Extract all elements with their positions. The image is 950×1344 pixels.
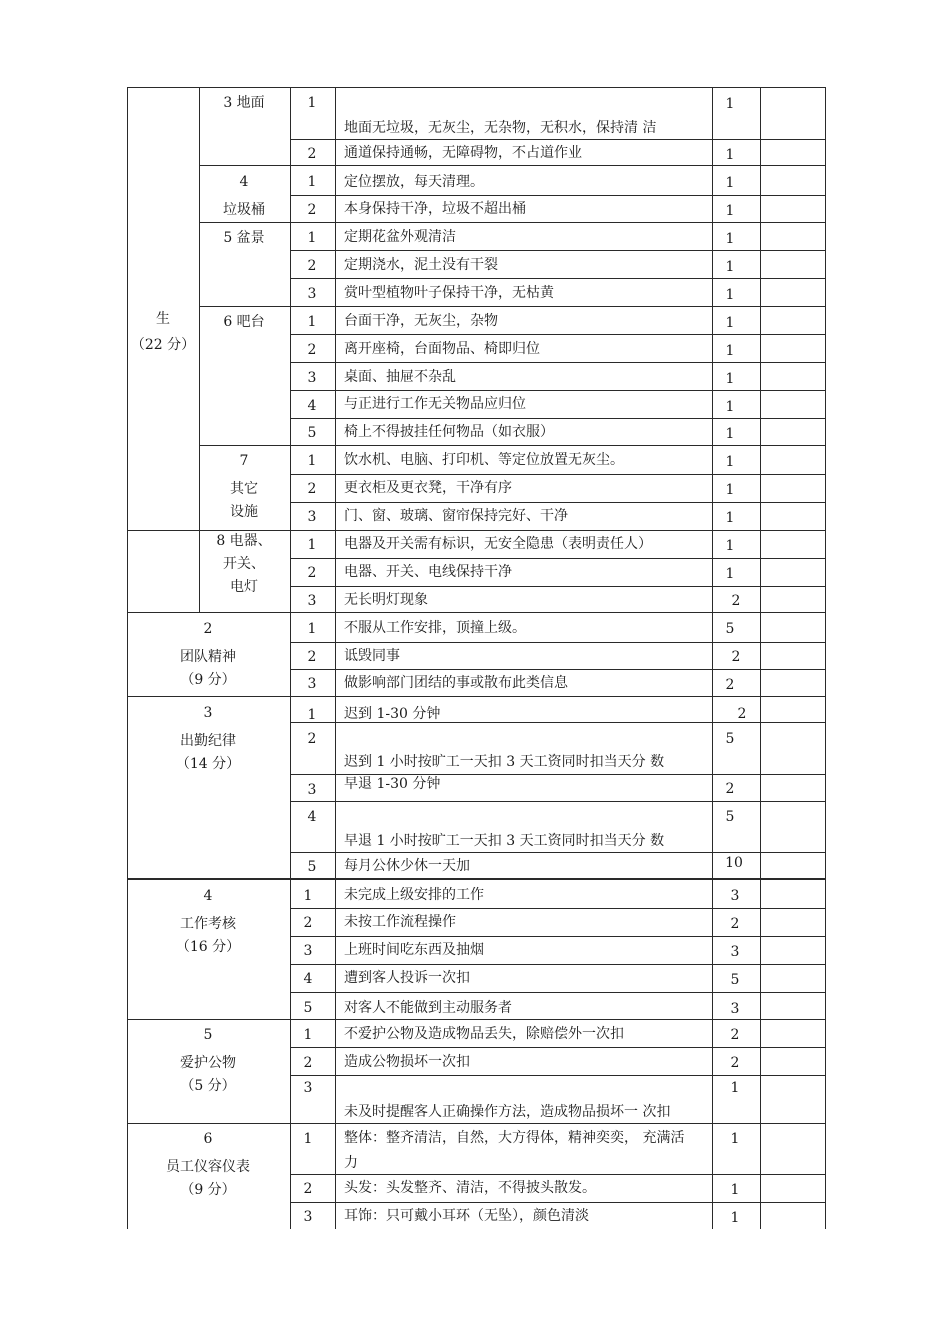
table-column-divider xyxy=(760,87,761,1229)
item-description: 整体：整齐清洁，自然，大方得体，精神奕奕， 充满活 xyxy=(344,1130,685,1146)
item-description: 无长明灯现象 xyxy=(344,592,428,608)
group-label: 6 吧台 xyxy=(223,314,265,330)
section-divider xyxy=(127,612,826,613)
table-column-divider xyxy=(712,87,713,1229)
item-description: 更衣柜及更衣凳，干净有序 xyxy=(344,480,512,496)
item-score: 1 xyxy=(725,147,735,163)
row-divider xyxy=(290,390,826,391)
item-score: 1 xyxy=(725,287,735,303)
item-number: 1 xyxy=(303,1027,313,1043)
item-score: 5 xyxy=(725,731,735,747)
item-number: 1 xyxy=(303,1131,313,1147)
row-divider xyxy=(290,964,826,965)
item-number: 2 xyxy=(303,915,313,931)
item-description: 不爱护公物及造成物品丢失，除赔偿外一次扣 xyxy=(344,1026,624,1042)
row-divider xyxy=(290,669,826,670)
item-description: 离开座椅，台面物品、椅即归位 xyxy=(344,341,540,357)
item-score: 1 xyxy=(725,231,735,247)
item-description: 电器及开关需有标识，无安全隐患（表明责任人） xyxy=(344,536,652,552)
item-number: 2 xyxy=(307,481,317,497)
category-label: 团队精神 xyxy=(180,649,236,665)
item-score: 10 xyxy=(725,855,743,871)
item-number: 1 xyxy=(307,537,317,553)
item-number: 2 xyxy=(307,731,317,747)
row-divider xyxy=(290,801,826,802)
group-label: 4 xyxy=(239,174,249,190)
item-description: 地面无垃圾，无灰尘，无杂物，无积水，保持清 洁 xyxy=(344,120,657,136)
item-score: 1 xyxy=(725,259,735,275)
item-description: 不服从工作安排，顶撞上级。 xyxy=(344,620,526,636)
table-column-divider xyxy=(335,87,336,1229)
item-score: 1 xyxy=(725,96,735,112)
item-score: 1 xyxy=(725,566,735,582)
item-number: 5 xyxy=(307,859,317,875)
item-number: 1 xyxy=(307,314,317,330)
item-score: 1 xyxy=(725,203,735,219)
category-score: （5 分） xyxy=(180,1078,236,1094)
category-label: 3 xyxy=(203,705,213,721)
section-divider xyxy=(127,1019,826,1020)
item-score: 1 xyxy=(725,426,735,442)
row-divider xyxy=(290,1174,826,1175)
item-number: 2 xyxy=(307,649,317,665)
row-divider xyxy=(290,642,826,643)
item-number: 2 xyxy=(307,146,317,162)
item-description: 赏叶型植物叶子保持干净，无枯黄 xyxy=(344,285,554,301)
item-number: 2 xyxy=(307,202,317,218)
table-border-top xyxy=(127,87,826,88)
item-score: 1 xyxy=(725,482,735,498)
item-score: 1 xyxy=(730,1131,740,1147)
item-number: 3 xyxy=(307,593,317,609)
item-score: 2 xyxy=(737,706,747,722)
row-divider xyxy=(290,586,826,587)
section-divider xyxy=(127,1123,826,1124)
item-score: 1 xyxy=(725,371,735,387)
item-number: 3 xyxy=(303,1209,313,1225)
item-number: 1 xyxy=(307,174,317,190)
item-score: 3 xyxy=(730,1001,740,1017)
category-label: 生 xyxy=(156,311,170,327)
item-number: 4 xyxy=(307,809,317,825)
item-score: 1 xyxy=(725,510,735,526)
item-number: 3 xyxy=(307,509,317,525)
item-number: 2 xyxy=(303,1181,313,1197)
category-score: （22 分） xyxy=(130,337,196,353)
item-score: 2 xyxy=(730,1055,740,1071)
item-score: 5 xyxy=(725,621,735,637)
item-score: 2 xyxy=(730,916,740,932)
category-label: 6 xyxy=(203,1131,213,1147)
item-number: 3 xyxy=(307,286,317,302)
group-label: 5 盆景 xyxy=(223,230,265,246)
row-divider xyxy=(290,852,826,853)
row-divider xyxy=(290,502,826,503)
item-number: 1 xyxy=(307,230,317,246)
item-description: 早退 1 小时按旷工一天扣 3 天工资同时扣当天分 数 xyxy=(344,833,665,849)
item-description: 上班时间吃东西及抽烟 xyxy=(344,942,484,958)
category-score: （16 分） xyxy=(175,939,241,955)
category-label: 4 xyxy=(203,888,213,904)
item-description: 定期浇水，泥土没有干裂 xyxy=(344,257,498,273)
row-divider xyxy=(290,418,826,419)
group-label: 电灯 xyxy=(230,579,258,595)
item-description: 每月公休少休一天加 xyxy=(344,858,470,874)
item-description: 门、窗、玻璃、窗帘保持完好、干净 xyxy=(344,508,568,524)
item-score: 1 xyxy=(725,538,735,554)
category-score: （9 分） xyxy=(180,1182,236,1198)
item-score: 1 xyxy=(725,343,735,359)
section-divider xyxy=(127,696,826,697)
item-description: 定位摆放，每天清理。 xyxy=(344,174,484,190)
item-description: 造成公物损坏一次扣 xyxy=(344,1054,470,1070)
item-description: 未按工作流程操作 xyxy=(344,914,456,930)
table-column-divider xyxy=(290,87,291,1229)
item-description: 定期花盆外观清洁 xyxy=(344,229,456,245)
row-divider xyxy=(290,558,826,559)
row-divider xyxy=(199,306,826,307)
item-description: 未及时提醒客人正确操作方法，造成物品损坏一 次扣 xyxy=(344,1104,671,1120)
item-score: 3 xyxy=(730,888,740,904)
item-number: 5 xyxy=(307,425,317,441)
item-score: 2 xyxy=(731,649,741,665)
item-number: 4 xyxy=(303,971,313,987)
item-score: 1 xyxy=(725,175,735,191)
item-number: 3 xyxy=(307,782,317,798)
item-score: 2 xyxy=(730,1027,740,1043)
item-number: 2 xyxy=(307,342,317,358)
table-border-left xyxy=(127,87,128,1229)
category-label: 2 xyxy=(203,621,213,637)
item-score: 3 xyxy=(730,944,740,960)
item-description: 桌面、抽屉不杂乱 xyxy=(344,369,456,385)
item-description: 耳饰：只可戴小耳环（无坠），颜色清淡 xyxy=(344,1208,589,1224)
item-score: 1 xyxy=(725,315,735,331)
row-divider xyxy=(290,1202,826,1203)
item-number: 1 xyxy=(307,621,317,637)
item-number: 1 xyxy=(307,707,317,723)
item-description: 台面干净，无灰尘，杂物 xyxy=(344,313,498,329)
row-divider xyxy=(290,334,826,335)
item-number: 2 xyxy=(303,1055,313,1071)
item-description: 未完成上级安排的工作 xyxy=(344,887,484,903)
item-score: 1 xyxy=(730,1182,740,1198)
row-divider xyxy=(290,195,826,196)
item-score: 5 xyxy=(730,972,740,988)
item-score: 2 xyxy=(725,781,735,797)
item-number: 1 xyxy=(303,888,313,904)
item-number: 3 xyxy=(307,370,317,386)
row-divider xyxy=(199,165,826,166)
row-divider xyxy=(290,139,826,140)
row-divider xyxy=(290,278,826,279)
category-label: 出勤纪律 xyxy=(180,733,236,749)
category-label: 员工仪容仪表 xyxy=(166,1159,250,1175)
section-divider xyxy=(127,878,826,880)
group-label: 7 xyxy=(239,453,249,469)
item-description: 椅上不得披挂任何物品（如衣服） xyxy=(344,424,554,440)
group-label: 设施 xyxy=(230,504,258,520)
item-description: 饮水机、电脑、打印机、等定位放置无灰尘。 xyxy=(344,452,624,468)
item-score: 1 xyxy=(725,454,735,470)
row-divider xyxy=(290,936,826,937)
item-description: 早退 1-30 分钟 xyxy=(344,776,441,792)
item-description: 做影响部门团结的事或散布此类信息 xyxy=(344,675,568,691)
category-label: 工作考核 xyxy=(180,916,236,932)
item-description: 遭到客人投诉一次扣 xyxy=(344,970,470,986)
category-label: 爱护公物 xyxy=(180,1055,236,1071)
item-number: 5 xyxy=(303,1000,313,1016)
row-divider xyxy=(199,445,826,446)
item-description: 诋毁同事 xyxy=(344,648,400,664)
item-score: 5 xyxy=(725,809,735,825)
group-label: 开关、 xyxy=(223,556,265,572)
category-label: 5 xyxy=(203,1027,213,1043)
item-score: 1 xyxy=(730,1080,740,1096)
item-number: 3 xyxy=(307,676,317,692)
item-score: 1 xyxy=(725,399,735,415)
item-score: 1 xyxy=(730,1210,740,1226)
item-description: 电器、开关、电线保持干净 xyxy=(344,564,512,580)
item-description: 通道保持通畅，无障碍物，不占道作业 xyxy=(344,145,582,161)
item-description: 迟到 1-30 分钟 xyxy=(344,706,441,722)
row-divider xyxy=(290,474,826,475)
item-number: 4 xyxy=(307,398,317,414)
item-description-continued: 力 xyxy=(344,1155,358,1171)
item-number: 2 xyxy=(307,565,317,581)
group-label: 垃圾桶 xyxy=(223,202,265,218)
section-divider xyxy=(127,530,826,531)
row-divider xyxy=(290,250,826,251)
item-description: 对客人不能做到主动服务者 xyxy=(344,1000,512,1016)
table-border-right xyxy=(825,87,826,1229)
category-score: （9 分） xyxy=(180,672,236,688)
group-label: 8 电器、 xyxy=(216,533,272,549)
group-label: 其它 xyxy=(230,481,258,497)
item-number: 1 xyxy=(307,453,317,469)
item-number: 2 xyxy=(307,258,317,274)
item-description: 头发：头发整齐、清洁，不得披头散发。 xyxy=(344,1180,596,1196)
item-description: 本身保持干净，垃圾不超出桶 xyxy=(344,201,526,217)
row-divider xyxy=(290,992,826,993)
row-divider xyxy=(290,1075,826,1076)
category-score: （14 分） xyxy=(175,756,241,772)
group-label: 3 地面 xyxy=(223,95,265,111)
row-divider xyxy=(290,1047,826,1048)
row-divider xyxy=(290,362,826,363)
item-number: 1 xyxy=(307,95,317,111)
item-description: 迟到 1 小时按旷工一天扣 3 天工资同时扣当天分 数 xyxy=(344,754,665,770)
item-score: 2 xyxy=(725,677,735,693)
item-score: 2 xyxy=(731,593,741,609)
row-divider xyxy=(199,222,826,223)
item-number: 3 xyxy=(303,943,313,959)
item-description: 与正进行工作无关物品应归位 xyxy=(344,396,526,412)
item-number: 3 xyxy=(303,1080,313,1096)
row-divider xyxy=(290,908,826,909)
